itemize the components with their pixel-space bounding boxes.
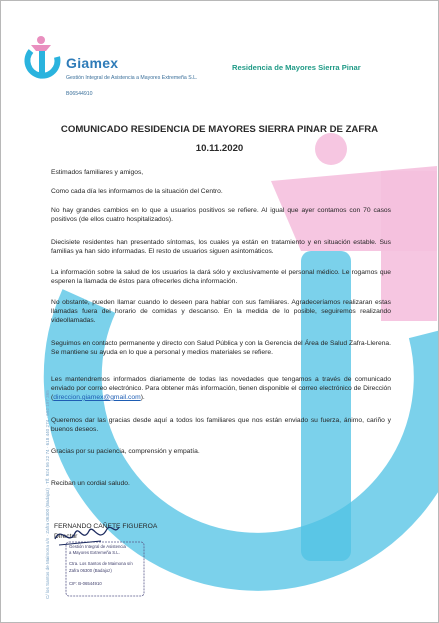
paragraph-2: No hay grandes cambios en lo que a usuarios positivos se refiere. Al igual que ayer contamos con 70 casos positivos (de ellos cuatro hospitalizados).: [51, 207, 391, 223]
paragraph-6: Seguimos en contacto permanente y directo con Salud Pública y con la Gerencia del Área de Salud Zafra-Llerena. Se mantiene su ayuda en lo que a personal y medios materiales se refiere.: [51, 340, 391, 356]
stamp-line-1: Gestión Integral de Asistencia: [69, 544, 126, 549]
stamp-line-3: Ctra. Los Santos de Maimona s/n: [69, 561, 133, 566]
stamp-line-2: a Mayores Extremeña S.L.: [69, 550, 120, 555]
email-close-paren: ).: [140, 393, 145, 401]
paragraph-5: No obstante, pueden llamar cuando lo deseen para hablar con sus familiares. Agradeceríamos realizaran estas llamadas fuera del horario de comidas y descanso. En la medida de lo posible, seguiremos realizando videollamadas.: [51, 299, 391, 324]
logo-subtitle: Gestión Integral de Asistencia a Mayores Extremeña S.L.: [66, 75, 198, 81]
paragraph-4: La información sobre la salud de los usuarios la dará sólo y exclusivamente el personal médico. Le rogamos que esperen la llamada de éstos para ofrecerles dicha información.: [51, 269, 391, 285]
email-open-paren: (: [51, 393, 54, 401]
residence-name: Residencia de Mayores Sierra Pinar: [232, 63, 361, 72]
document-date: 10.11.2020: [195, 143, 244, 154]
paragraph-9: Gracias por su paciencia, comprensión y empatía.: [51, 448, 200, 455]
signatory-name: FERNANDO CAÑETE FIGUEROA: [54, 523, 158, 530]
signatory-role: Director: [54, 533, 78, 540]
paragraph-7-text: Les mantendremos informados diariamente de todas las novedades que tengamos a través de comunicado enviado por correo electrónico. Para obtener más información, tienen disponible el correo electrónico de Dirección: [51, 376, 391, 392]
stamp-line-4: Zafra 06300 (Badajoz): [69, 568, 112, 573]
document-title: COMUNICADO RESIDENCIA DE MAYORES SIERRA PINAR DE ZAFRA: [60, 124, 379, 135]
paragraph-3: Diecisiete residentes han presentado síntomas, los cuales ya están en tratamiento y en situación estable. Sus familias ya han sido informadas. El resto de usuarios siguen asintomáticos.: [51, 239, 391, 255]
logo-wordmark: Giamex: [66, 55, 119, 71]
paragraph-8: Queremos dar las gracias desde aquí a todos los familiares que nos están enviado su fuerza, ánimo, cariño y buenos deseos.: [51, 417, 391, 433]
side-address-text: C/ los Santos de Maimona s/n · Zafra 06300 (Badajoz) · Tlf. 924 56 22 74 · 618 440 274 · 692 197 365: [45, 390, 50, 599]
paragraph-1: Como cada día les informamos de la situación del Centro.: [51, 188, 223, 195]
greeting: Estimados familiares y amigos,: [51, 169, 144, 176]
director-email-link[interactable]: direccion.giamex@gmail.com: [53, 393, 141, 401]
paragraph-7: [51, 376, 391, 403]
stamp-line-5: CIF: B-06544910: [69, 581, 102, 586]
logo-company-id: B06544910: [66, 91, 93, 97]
giamex-logo-icon: [21, 35, 61, 81]
paragraph-10: Reciban un cordial saludo.: [51, 480, 130, 487]
